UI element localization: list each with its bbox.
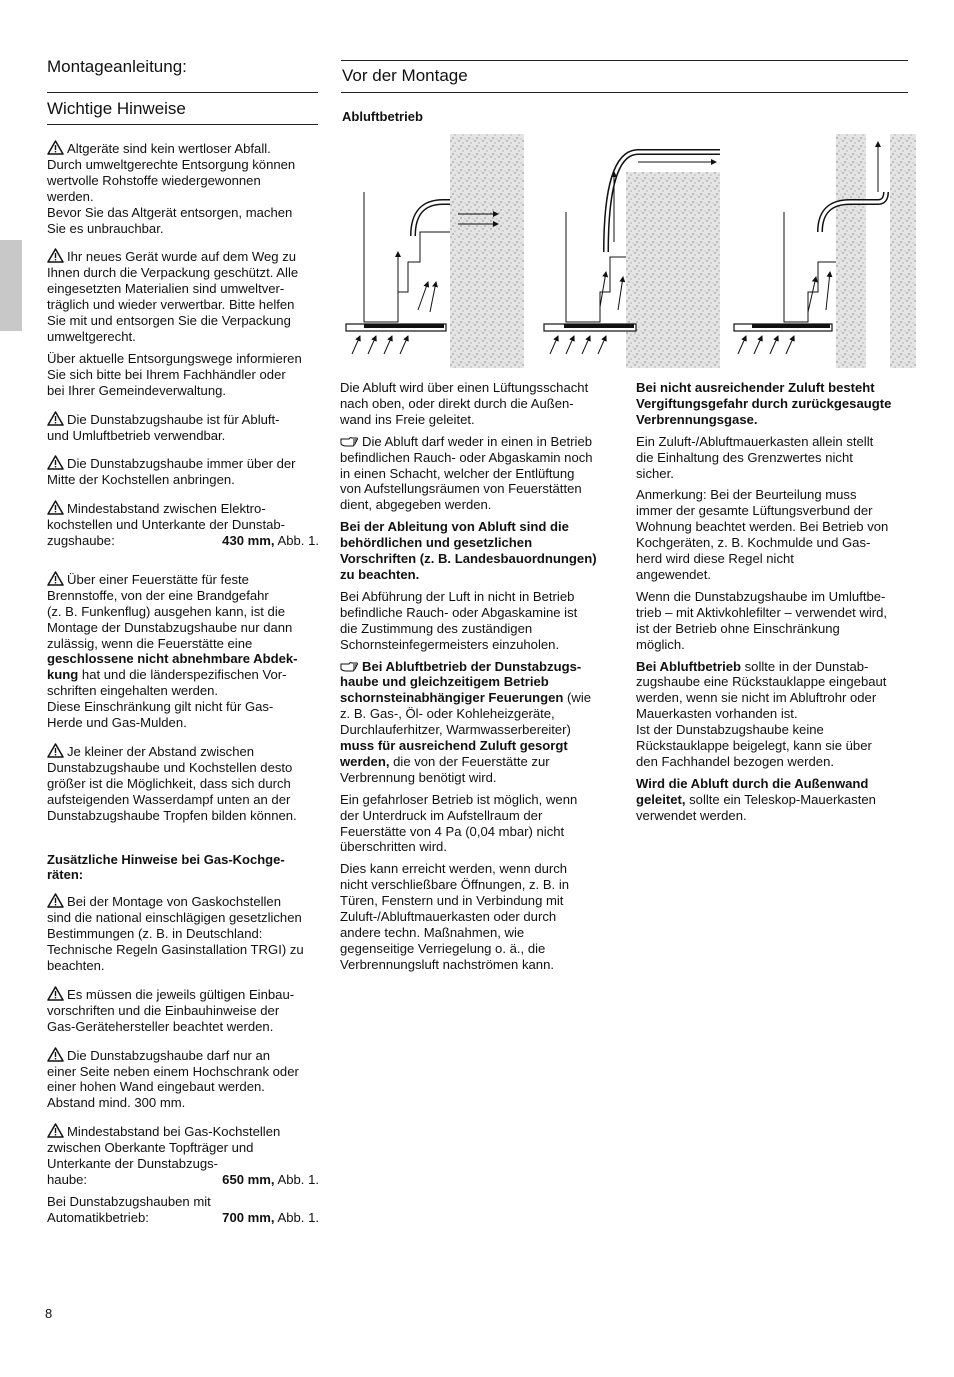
mid-p1: Die Abluft wird über einen Lüftungsschacht nach oben, oder direkt durch die Außen- wand ins Freie geleitet. <box>340 380 589 427</box>
rule-right <box>341 92 908 93</box>
right-title: Vor der Montage <box>342 66 468 85</box>
section-title: Wichtige Hinweise <box>47 99 186 118</box>
distance-row: Automatikbetrieb: 700 mm, Abb. 1. <box>47 1209 319 1225</box>
notice-4: Die Dunstabzugshaube immer über der Mitte der Kochstellen anbringen. <box>47 456 296 488</box>
gas-notice-2: Es müssen die jeweils gültigen Einbau- vorschriften und die Einbauhinweise der Gas-Gerätehersteller beachtet werden. <box>47 986 295 1034</box>
warning-icon <box>47 248 64 263</box>
far-p5: Bei Abluftbetrieb sollte in der Dunstab- zugshaube eine Rückstauklappe eingebaut werden, wenn sie nicht im Abluftrohr oder Mauerkasten vorhanden ist. Ist der Dunstabzugshaube keine Rückstauklappe beigelegt, kann sie über den Fachhandel bezogen werden. <box>636 658 887 769</box>
warning-icon <box>47 986 64 1001</box>
subheading-abluftbetrieb: Abluftbetrieb <box>342 109 423 124</box>
warning-icon <box>47 893 64 908</box>
notice-2-followup: Über aktuelle Entsorgungswege informieren Sie sich bitte bei Ihrem Fachhändler oder bei Ihrer Gemeindeverwaltung. <box>47 350 302 398</box>
gas-notice-3: Die Dunstabzugshaube darf nur an einer Seite neben einem Hochschrank oder einer hohen Wand eingebaut werden. Abstand mind. 300 mm. <box>47 1047 299 1111</box>
left-column <box>47 140 319 1232</box>
middle-column <box>340 380 618 979</box>
gas-notice-4: Mindestabstand bei Gas-Kochstellen zwischen Oberkante Topfträger und Unterkante der Dunstabzugs- haube: 650 mm, Abb. 1. <box>47 1124 319 1187</box>
mid-p5: Bei Abluftbetrieb der Dunstabzugs- haube und gleichzeitigem Betrieb schornsteinabhängiger Feuerungen (wie z. B. Gas-, Öl- oder Kohleheizgeräte, Durchlauferhitzer, Warmwasserbereiter) muss für ausreichend Zuluft gesorgt werden, die von der Feuerstätte zur Verbrennung benötigt wird. <box>340 658 592 785</box>
far-p4: Wenn die Dunstabzugshaube im Umluftbe- trieb – mit Aktivkohlefilter – verwendet wird, ist der Betrieb ohne Einschränkung möglich. <box>636 588 888 652</box>
warning-icon <box>47 455 64 470</box>
pointing-hand-icon <box>340 661 359 672</box>
mid-p6: Ein gefahrloser Betrieb ist möglich, wenn der Unterdruck im Aufstellraum der Feuerstätte von 4 Pa (0,04 mbar) nicht überschritten wird. <box>340 791 578 855</box>
right-column <box>636 380 911 830</box>
gas-heading: Zusätzliche Hinweise bei Gas-Kochge- räten: <box>47 851 285 883</box>
exhaust-figure <box>338 132 918 372</box>
warning-icon <box>47 500 64 515</box>
warning-icon <box>47 1047 64 1062</box>
page-number: 8 <box>45 1306 53 1321</box>
warning-icon <box>47 743 64 758</box>
warning-icon <box>47 411 64 426</box>
diagram-shaft-exhaust <box>734 134 916 368</box>
gas-notice-5: Bei Dunstabzugshauben mit Automatikbetrieb: 700 mm, Abb. 1. <box>47 1193 319 1225</box>
page-tab-marker <box>0 240 22 331</box>
warning-icon <box>47 1123 64 1138</box>
far-p2: Ein Zuluft-/Abluftmauerkasten allein stellt die Einhaltung des Grenzwertes nicht sicher. <box>636 433 874 481</box>
warning-icon <box>47 571 64 586</box>
rule-top-left <box>47 92 318 93</box>
mid-p4: Bei Abführung der Luft in nicht in Betrieb befindliche Rauch- oder Abgaskamine ist die Zustimmung des zuständigen Schornsteinfegermeisters einzuholen. <box>340 588 578 652</box>
notice-6: Über einer Feuerstätte für feste Brennstoffe, von der eine Brandgefahr (z. B. Funkenflug) ausgehen kann, ist die Montage der Dunstabzugshaube nur dann zulässig, wenn die Feuerstätte eine geschlossene nicht abnehmbare Abdek- kung hat und die länderspezifischen Vor- schriften eingehalten werden. Diese Einschränkung gilt nicht für Gas- Herde und Gas-Mulden. <box>47 571 298 731</box>
far-p3: Anmerkung: Bei der Beurteilung muss immer der gesamte Lüftungsverbund der Wohnung beachtet werden. Bei Betrieb von Kochgeräten, z. B. Kochmulde und Gas- herd wird diese Regel nicht angewendet. <box>636 487 889 582</box>
far-p1: Bei nicht ausreichender Zuluft besteht Vergiftungsgefahr durch zurückgesaugte Verbrennungsgase. <box>636 380 892 427</box>
notice-5: Mindestabstand zwischen Elektro- kochstellen und Unterkante der Dunstab- zugshaube: 430 mm, Abb. 1. <box>47 501 319 549</box>
mid-p3: Bei der Ableitung von Abluft sind die behördlichen und gesetzlichen Vorschriften (z. B. Landesbauordnungen) zu beachten. <box>340 519 597 582</box>
notice-3: Die Dunstabzugshaube ist für Abluft- und Umluftbetrieb verwendbar. <box>47 411 280 443</box>
mid-p7: Dies kann erreicht werden, wenn durch nicht verschließbare Öffnungen, z. B. in Türen, Fenstern und in Verbindung mit Zuluft-/Abluftmauerkasten oder durch andere techn. Maßnahmen, wie gegenseitige Verriegelung o. ä., die Verbrennungsluft nachströmen kann. <box>340 861 570 972</box>
distance-row: haube: 650 mm, Abb. 1. <box>47 1171 319 1187</box>
far-p6: Wird die Abluft durch die Außenwand geleitet, sollte ein Teleskop-Mauerkasten verwendet werden. <box>636 775 876 823</box>
page-title: Montageanleitung: <box>47 57 187 76</box>
mid-p2: Die Abluft darf weder in einen in Betrieb befindlichen Rauch- oder Abgaskamin noch in einen Schacht, welcher der Entlüftung von Aufstellungsräumen von Feuerstätten dient, abgegeben werden. <box>340 433 593 513</box>
distance-row: zugshaube: 430 mm, Abb. 1. <box>47 533 319 549</box>
pointing-hand-icon <box>340 436 359 447</box>
diagram-chimney-exhaust <box>544 152 720 368</box>
notice-7: Je kleiner der Abstand zwischen Dunstabzugshaube und Kochstellen desto größer ist die Möglichkeit, dass sich durch aufsteigenden Wasserdampf unten an der Dunstabzugshaube Tropfen bilden können. <box>47 744 297 823</box>
notice-1: Altgeräte sind kein wertloser Abfall. Durch umweltgerechte Entsorgung können wertvolle Rohstoffe wiedergewonnen werden. Bevor Sie das Altgerät entsorgen, machen Sie es unbrauchbar. <box>47 141 296 236</box>
rule-top-right <box>341 60 908 61</box>
warning-icon <box>47 140 64 155</box>
diagram-wall-exhaust <box>346 134 524 368</box>
rule-section-left <box>47 124 318 125</box>
gas-notice-1: Bei der Montage von Gaskochstellen sind die national einschlägigen gesetzlichen Bestimmungen (z. B. in Deutschland: Technische Regeln Gasinstallation TRGI) zu beachten. <box>47 894 304 973</box>
notice-2: Ihr neues Gerät wurde auf dem Weg zu Ihnen durch die Verpackung geschützt. Alle eingesetzten Materialien sind umweltver- träglich und wieder verwertbar. Bitte helfen Sie mit und entsorgen Sie die Verpackung umweltgerecht. <box>47 249 299 344</box>
